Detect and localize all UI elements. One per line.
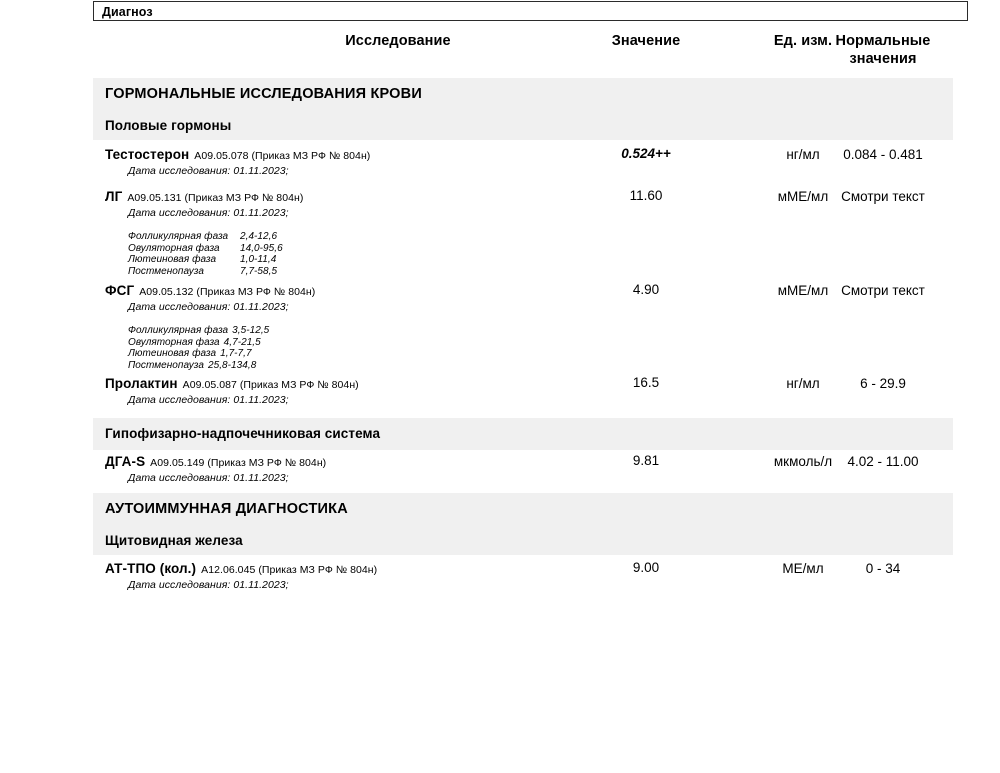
result-units: мкмоль/л	[773, 454, 833, 469]
analyte-code: A09.05.131 (Приказ МЗ РФ № 804н)	[127, 192, 304, 204]
phase-reference-block	[128, 231, 283, 277]
result-units: мМЕ/мл	[777, 189, 829, 204]
result-units: нг/мл	[786, 376, 820, 391]
phase-label: Постменопауза	[128, 265, 204, 277]
study-date: Дата исследования: 01.11.2023;	[128, 472, 289, 484]
result-value: 9.00	[632, 560, 660, 575]
reference-range: 0 - 34	[865, 561, 901, 576]
phase-reference-row	[128, 325, 269, 337]
phase-reference-block	[128, 325, 269, 371]
reference-range: Смотри текст	[841, 189, 925, 204]
phase-reference-row	[128, 360, 269, 372]
analyte-code: A09.05.078 (Приказ МЗ РФ № 804н)	[194, 150, 371, 162]
analyte-name: Пролактин	[105, 376, 178, 391]
column-header-normal-line2: значения	[849, 51, 917, 67]
phase-reference-row	[128, 348, 269, 360]
analyte-code: A09.05.149 (Приказ МЗ РФ № 804н)	[150, 457, 327, 469]
phase-reference-row	[128, 266, 283, 278]
study-date: Дата исследования: 01.11.2023;	[128, 207, 289, 219]
analyte-title	[105, 146, 370, 164]
result-value: 4.90	[632, 282, 660, 297]
result-value: 9.81	[632, 453, 660, 468]
group-title-sex-hormones: Половые гормоны	[105, 118, 232, 133]
section-title-row-autoimmune	[93, 493, 953, 523]
table-row	[93, 558, 953, 595]
phase-range: 2,4-12,6	[240, 231, 278, 242]
study-date: Дата исследования: 01.11.2023;	[128, 301, 289, 313]
study-date: Дата исследования: 01.11.2023;	[128, 394, 289, 406]
analyte-name: ФСГ	[105, 283, 135, 298]
table-row	[93, 451, 953, 488]
table-row	[93, 280, 953, 372]
phase-label: Фолликулярная фаза	[128, 231, 229, 242]
group-title-row-pituitary-adrenal	[93, 418, 953, 450]
phase-range: 7,7-58,5	[240, 265, 278, 277]
study-date: Дата исследования: 01.11.2023;	[128, 165, 289, 177]
result-units: нг/мл	[786, 147, 820, 162]
result-value: 11.60	[629, 188, 663, 203]
diagnosis-label: Диагноз	[102, 5, 153, 19]
phase-label: Овуляторная фаза	[128, 336, 220, 348]
analyte-name: ДГА-S	[105, 454, 146, 469]
reference-range: 6 - 29.9	[860, 376, 906, 391]
phase-reference-row	[128, 243, 283, 255]
phase-range: 4,7-21,5	[223, 336, 261, 348]
group-title-thyroid-gland: Щитовидная железа	[105, 533, 243, 548]
phase-label: Постменопауза	[128, 359, 204, 371]
table-row	[93, 144, 953, 180]
group-title-pituitary-adrenal-system: Гипофизарно-надпочечниковая система	[105, 426, 381, 441]
analyte-code: A09.05.132 (Приказ МЗ РФ № 804н)	[139, 286, 316, 298]
table-row	[93, 186, 953, 280]
column-header-normal-line1: Нормальные	[835, 33, 931, 49]
column-header-study: Исследование	[345, 33, 451, 49]
phase-label: Фолликулярная фаза	[128, 325, 229, 336]
analyte-title	[105, 188, 303, 206]
phase-range: 1,7-7,7	[220, 348, 252, 360]
table-row	[93, 373, 953, 410]
diagnosis-box	[93, 1, 968, 21]
analyte-code: A12.06.045 (Приказ МЗ РФ № 804н)	[201, 564, 378, 576]
analyte-title	[105, 375, 359, 393]
phase-label: Овуляторная фаза	[128, 242, 220, 254]
reference-range: 4.02 - 11.00	[847, 454, 919, 469]
study-date: Дата исследования: 01.11.2023;	[128, 579, 289, 591]
result-units: мМЕ/мл	[777, 283, 829, 298]
column-header-units: Ед. изм.	[773, 33, 833, 49]
group-title-row-sex-hormones	[93, 110, 953, 140]
phase-reference-row	[128, 254, 283, 266]
column-header-value: Значение	[611, 33, 681, 49]
phase-label: Лютеиновая фаза	[128, 348, 217, 360]
phase-label: Лютеиновая фаза	[128, 254, 217, 266]
phase-reference-row	[128, 337, 269, 349]
section-title-hormonal-blood-tests: ГОРМОНАЛЬНЫЕ ИССЛЕДОВАНИЯ КРОВИ	[105, 86, 422, 102]
result-units: МЕ/мл	[782, 561, 824, 576]
result-value: 0.524++	[621, 146, 671, 161]
table-header	[93, 28, 953, 74]
result-value: 16.5	[632, 375, 660, 390]
column-header-normal	[793, 32, 973, 68]
phase-range: 3,5-12,5	[232, 325, 270, 336]
phase-range: 14,0-95,6	[240, 242, 283, 254]
group-title-row-thyroid	[93, 525, 953, 555]
analyte-code: A09.05.087 (Приказ МЗ РФ № 804н)	[182, 379, 359, 391]
section-title-row-hormones	[93, 78, 953, 108]
analyte-title	[105, 560, 377, 578]
phase-reference-row	[128, 231, 283, 243]
analyte-name: ЛГ	[105, 189, 123, 204]
analyte-title	[105, 282, 315, 300]
phase-range: 25,8-134,8	[208, 359, 257, 371]
reference-range: Смотри текст	[841, 283, 925, 298]
section-title-autoimmune-diagnostics: АУТОИММУННАЯ ДИАГНОСТИКА	[105, 501, 348, 517]
analyte-name: Тестостерон	[105, 147, 190, 162]
phase-range: 1,0-11,4	[240, 254, 277, 266]
analyte-name: АТ-ТПО (кол.)	[105, 561, 197, 576]
analyte-title	[105, 453, 326, 471]
reference-range: 0.084 - 0.481	[843, 147, 923, 162]
